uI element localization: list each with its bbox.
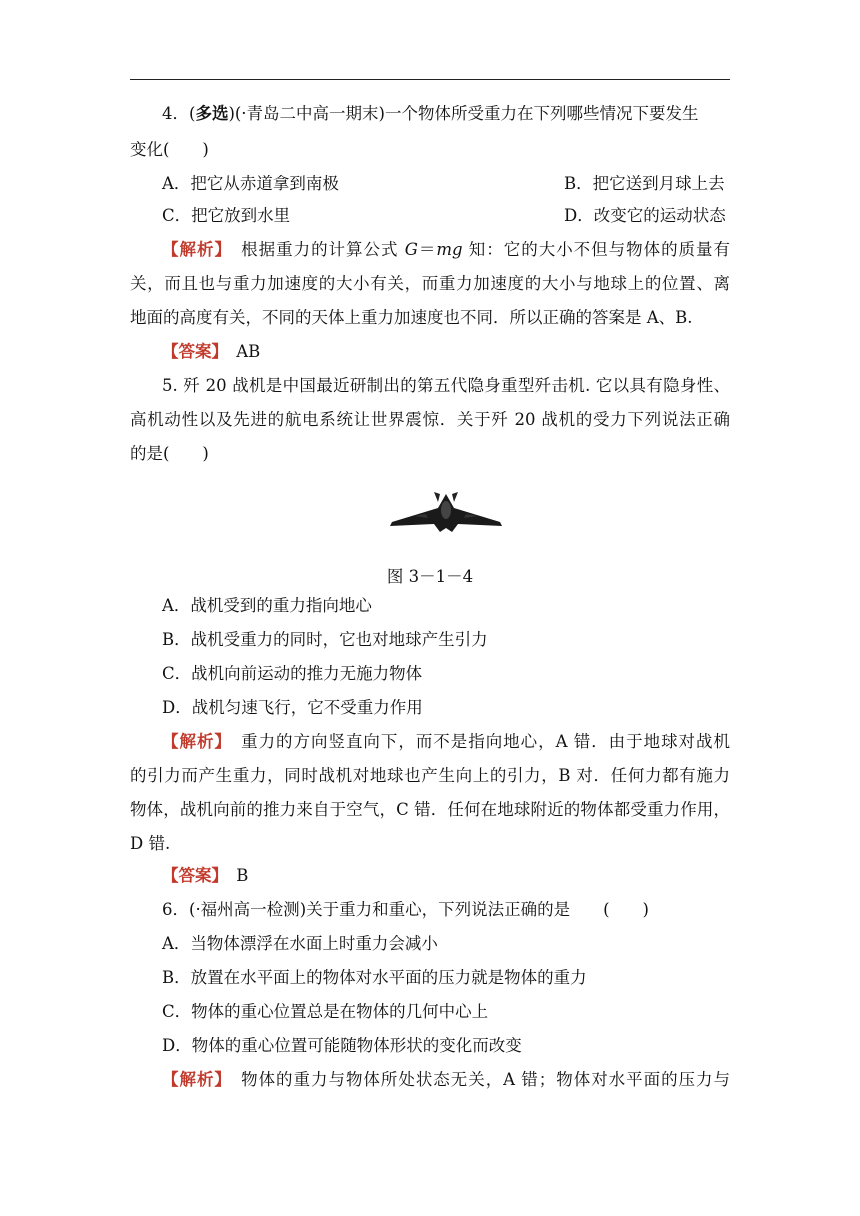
q4-analysis-line1 [162, 240, 730, 260]
q4-option-b: B．把它送到月球上去 [564, 174, 725, 193]
q5-option-b: B．战机受重力的同时，它也对地球产生引力 [162, 630, 488, 649]
q5-stem-line1: 5. 歼 20 战机是中国最近研制出的第五代隐身重型歼击机. 它以具有隐身性、 [162, 376, 730, 395]
q5-analysis-line3: 物体，战机向前的推力来自于空气，C 错．任何在地球附近的物体都受重力作用， [130, 800, 730, 819]
q4-answer-value: AB [219, 342, 261, 361]
q6-option-b: B．放置在水平面上的物体对水平面的压力就是物体的重力 [162, 968, 587, 987]
q6-number: 6．( [162, 900, 196, 919]
q5-analysis-label: 【解析】 [162, 732, 224, 751]
q5-answer-value: B [219, 866, 249, 885]
formula-mg: mg [436, 240, 463, 259]
q5-option-c: C．战机向前运动的推力无施力物体 [162, 664, 423, 683]
q4-option-a: A．把它从赤道拿到南极 [162, 174, 339, 193]
q5-answer-label: 【答案】 [162, 866, 220, 885]
q4-answer [162, 342, 730, 362]
q6-option-c: C．物体的重心位置总是在物体的几何中心上 [162, 1002, 489, 1021]
q6-option-d: D．物体的重心位置可能随物体形状的变化而改变 [162, 1036, 522, 1055]
q6-option-a: A．当物体漂浮在水面上时重力会减小 [162, 934, 438, 953]
q4-multi-tag: 多选 [195, 104, 229, 123]
header-rule [130, 79, 730, 80]
q4-option-d: D．改变它的运动状态 [564, 206, 726, 225]
formula-equals: ＝ [417, 240, 437, 259]
q4-stem-text: )(·青岛二中高一期末)一个物体所受重力在下列哪些情况下要发生 [228, 104, 699, 123]
q5-analysis-line1 [162, 732, 730, 752]
q4-analysis-line3: 地面的高度有关，不同的天体上重力加速度也不同．所以正确的答案是 A、B. [130, 308, 693, 327]
q4-analysis-text-b: 知：它的大小不但与物体的质量有 [462, 240, 731, 259]
q4-option-c: C．把它放到水里 [162, 206, 291, 225]
q6-source: ·福州高一检测 [195, 900, 300, 919]
q4-analysis-label: 【解析】 [162, 240, 224, 259]
q5-analysis-line2: 的引力而产生重力，同时战机对地球也产生向上的引力，B 对．任何力都有施力 [130, 766, 730, 785]
q4-options-row2 [162, 206, 730, 226]
q5-option-a: A．战机受到的重力指向地心 [162, 596, 372, 615]
q4-analysis-line2: 关，而且也与重力加速度的大小有关，而重力加速度的大小与地球上的位置、离 [130, 274, 730, 293]
fighter-jet-image [388, 488, 504, 536]
q5-analysis-line4: D 错. [130, 834, 171, 853]
q6-stem-text: )关于重力和重心，下列说法正确的是 ( ) [299, 900, 649, 919]
figure-caption: 图 3－1－4 [386, 567, 474, 586]
q5-analysis-text: 重力的方向竖直向下，而不是指向地心，A 错．由于地球对战机 [223, 732, 730, 751]
q5-answer [162, 866, 730, 886]
q5-stem-line2: 高机动性以及先进的航电系统让世界震惊．关于歼 20 战机的受力下列说法正确 [130, 410, 730, 429]
q4-answer-label: 【答案】 [162, 342, 220, 361]
q4-options-row1 [162, 174, 730, 194]
q4-number: 4．( [162, 104, 196, 123]
q5-option-d: D．战机匀速飞行，它不受重力作用 [162, 698, 423, 717]
q4-stem-line1 [162, 104, 730, 124]
q6-analysis-text: 物体的重力与物体所处状态无关，A 错；物体对水平面的压力与 [223, 1070, 730, 1089]
jet-cockpit [441, 501, 451, 519]
q6-analysis-line1 [162, 1070, 730, 1090]
q6-analysis-label: 【解析】 [162, 1070, 224, 1089]
formula-g: G [404, 240, 418, 259]
q6-stem [162, 900, 730, 920]
q4-analysis-text: 根据重力的计算公式 [223, 240, 405, 259]
q5-stem-line3: 的是( ) [130, 444, 209, 463]
q4-stem-line2: 变化( ) [130, 140, 209, 159]
